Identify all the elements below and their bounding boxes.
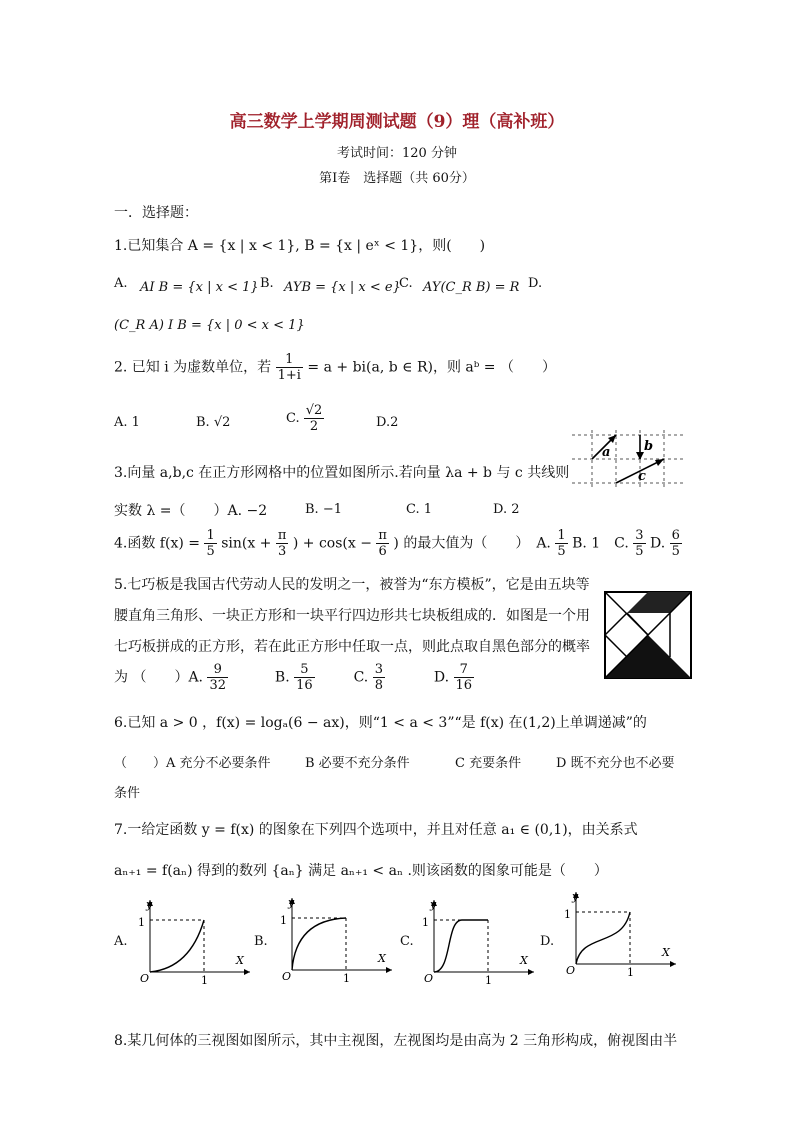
q7b-y: y [288, 896, 295, 909]
volume-title: 第Ⅰ卷 选择题（共 60分） [319, 171, 475, 186]
q6-option-c: C 充要条件 [455, 756, 522, 771]
q4-f3-num: π [378, 528, 387, 543]
q2-option-a: A. 1 [114, 415, 140, 430]
q3-option-b: B. −1 [305, 502, 342, 517]
q4-c-den: 5 [635, 544, 644, 559]
q5-option-d [454, 662, 475, 693]
q2-option-c-label: C. [286, 411, 300, 426]
q4-prefix: 4.函数 f(x) = [114, 535, 200, 552]
q1-option-d-label: D. [528, 276, 543, 291]
q4-f3-den: 6 [378, 544, 387, 559]
q4-f1-den: 5 [206, 544, 215, 559]
q7-graph-b [272, 894, 397, 982]
q5-option-b-label: B. [274, 669, 290, 686]
q7a-ytick: 1 [138, 916, 145, 929]
q6-option-a: （ ）A 充分不必要条件 [114, 756, 271, 771]
q7-graph-c [414, 896, 539, 984]
q5-c-num: 3 [374, 662, 383, 677]
q5-option-d-label: D. [433, 669, 450, 686]
q7a-x: X [236, 954, 244, 967]
q7-graph-a-label: A. [114, 934, 128, 949]
q6-option-b: B 必要不充分条件 [305, 756, 410, 771]
q8-line1: 8.某几何体的三视图如图所示，其中主视图，左视图均是由高为 2 三角形构成，俯视图由半 [114, 1033, 678, 1049]
q5-line1: 5.七巧板是我国古代劳动人民的发明之一，被誉为“东方模板”，它是由五块等 [114, 577, 590, 593]
q7c-origin: O [424, 972, 434, 984]
q3-line2: 实数 λ =（ ）A. −2 [114, 503, 268, 519]
q7c-ytick: 1 [422, 916, 429, 929]
q4-f2-num: π [277, 528, 287, 543]
q1-option-c: AY(C_R B) = R [423, 280, 520, 295]
q1-option-d: (C_R A) I B = {x | 0 < x < 1} [114, 318, 305, 333]
q7-graph-d-label: D. [540, 934, 555, 949]
q5-b-num: 5 [294, 662, 315, 678]
q4-stem [114, 528, 682, 559]
q7d-origin: O [566, 964, 576, 976]
q5-option-a [207, 662, 228, 693]
q3-vector-grid-figure [572, 430, 684, 488]
exam-time: 考试时间：120 分钟 [337, 146, 457, 161]
q4-d-den: 5 [671, 544, 680, 559]
grid-lines [572, 430, 684, 488]
q7c-y: y [430, 898, 437, 911]
q7-line1: 7.一给定函数 y = f(x) 的图象在下列四个选项中，并且对任意 a₁ ∈ (0,1)，由关系式 [114, 822, 638, 838]
q5-option-c-label: C. [353, 669, 369, 686]
q4-f1-num: 1 [206, 528, 215, 543]
q2-mid: = a + bi(a, b ∈ R)，则 aᵇ = （ ） [307, 359, 556, 376]
q7-graph-d [556, 888, 681, 976]
q6-option-d: D 既不充分也不必要 [556, 756, 675, 771]
q7d-ytick: 1 [564, 908, 571, 921]
q3-stem: 3.向量 a,b,c 在正方形网格中的位置如图所示.若向量 λa + b 与 c 共线则 [114, 465, 570, 481]
q2-frac-num: 1 [276, 352, 303, 368]
q4-c-num: 3 [635, 528, 644, 543]
q5-line3: 七巧板拼成的正方形，若在此正方形中任取一点，则此点取自黑色部分的概率 [114, 639, 590, 655]
q7b-origin: O [282, 970, 292, 982]
q5-c-den: 8 [374, 678, 383, 693]
q5-line2: 腰直角三角形、一块正方形和一块平行四边形共七块板组成的．如图是一个用 [114, 608, 590, 624]
q7-graph-b-label: B. [254, 934, 268, 949]
q4-d-num: 6 [671, 528, 680, 543]
q2-prefix: 2. 已知 i 为虚数单位，若 [114, 359, 272, 376]
vector-c-label: c [638, 469, 646, 484]
q4-option-a [555, 528, 567, 559]
q7b-x: X [378, 952, 386, 965]
q5-a-num: 9 [207, 662, 228, 678]
q4-mid1: sin(x + [221, 535, 272, 552]
q7-graph-a [130, 896, 255, 984]
q1-option-a-label: A. [114, 276, 128, 291]
vector-c-head [655, 459, 664, 466]
q4-frac3 [376, 528, 389, 559]
q6-stem: 6.已知 a > 0 ，f(x) = logₐ(6 − ax)，则“1 < a < 3”“是 f(x) 在(1,2)上单调递减”的 [114, 715, 647, 731]
q5-d-den: 16 [455, 678, 473, 693]
q7-line2: aₙ₊₁ = f(aₙ) 得到的数列 {aₙ} 满足 aₙ₊₁ < aₙ .则该函数的图象可能是（ ） [114, 863, 608, 879]
q5-prefix: 为 （ ）A. [114, 669, 204, 686]
q7b-xtick: 1 [343, 972, 350, 982]
q4-option-b: B. 1 C. [572, 535, 629, 552]
q4-mid2: ) + cos(x − [292, 535, 372, 552]
q7d-xtick: 1 [627, 966, 634, 976]
tangram-figure [604, 591, 692, 679]
q1-stem: 1.已知集合 A = {x | x < 1}, B = {x | eˣ < 1}，则( ) [114, 238, 486, 254]
q5-d-num: 7 [454, 662, 475, 678]
q4-frac1 [204, 528, 216, 559]
q7a-xtick: 1 [201, 974, 208, 984]
q3-option-c: C. 1 [406, 502, 433, 517]
q1-option-b-label: B. [260, 276, 274, 291]
q2-frac-den: 1+i [277, 368, 301, 383]
q1-option-b: AYB = {x | x < e} [284, 280, 401, 295]
q4-a-den: 5 [557, 544, 566, 559]
vector-b-head [636, 452, 644, 460]
vector-b-label: b [644, 439, 654, 454]
q1-option-c-label: C. [399, 276, 413, 291]
q3-option-d: D. 2 [493, 502, 520, 517]
q2-c-num: √2 [305, 403, 323, 418]
q4-option-d [670, 528, 682, 559]
q5-option-b [294, 662, 315, 693]
q2-fraction [276, 352, 303, 383]
q4-f2-den: 3 [277, 544, 287, 559]
q4-mid3: ) 的最大值为（ ） A. [393, 535, 551, 552]
q2-option-c-frac [304, 403, 325, 434]
q4-a-num: 1 [557, 528, 566, 543]
q7c-xtick: 1 [485, 974, 492, 984]
q2-option-d: D.2 [376, 415, 399, 430]
q7d-y: y [572, 890, 579, 903]
q7a-origin: O [140, 972, 150, 984]
q5-option-c [373, 662, 385, 693]
q2-option-b: B. √2 [196, 415, 231, 430]
q4-frac2 [276, 528, 289, 559]
q5-line4 [114, 662, 474, 693]
q4-option-c [633, 528, 645, 559]
q1-option-a: AI B = {x | x < 1} [140, 280, 259, 295]
section-heading: 一．选择题： [114, 205, 198, 221]
q2-c-den: 2 [309, 419, 319, 434]
q2-option-c [286, 403, 324, 434]
vector-a-label: a [602, 445, 611, 460]
q7b-ytick: 1 [280, 914, 287, 927]
q7-graph-c-label: C. [400, 934, 414, 949]
q7c-x: X [520, 954, 528, 967]
q7d-x: X [662, 946, 670, 959]
q5-a-den: 32 [209, 678, 227, 693]
q7a-y: y [146, 898, 153, 911]
page-title: 高三数学上学期周测试题（9）理（高补班） [229, 112, 565, 132]
q6-tail: 条件 [114, 786, 141, 801]
q5-b-den: 16 [296, 678, 313, 693]
q4-option-d-label: D. [650, 535, 666, 552]
q2-stem [114, 352, 556, 383]
